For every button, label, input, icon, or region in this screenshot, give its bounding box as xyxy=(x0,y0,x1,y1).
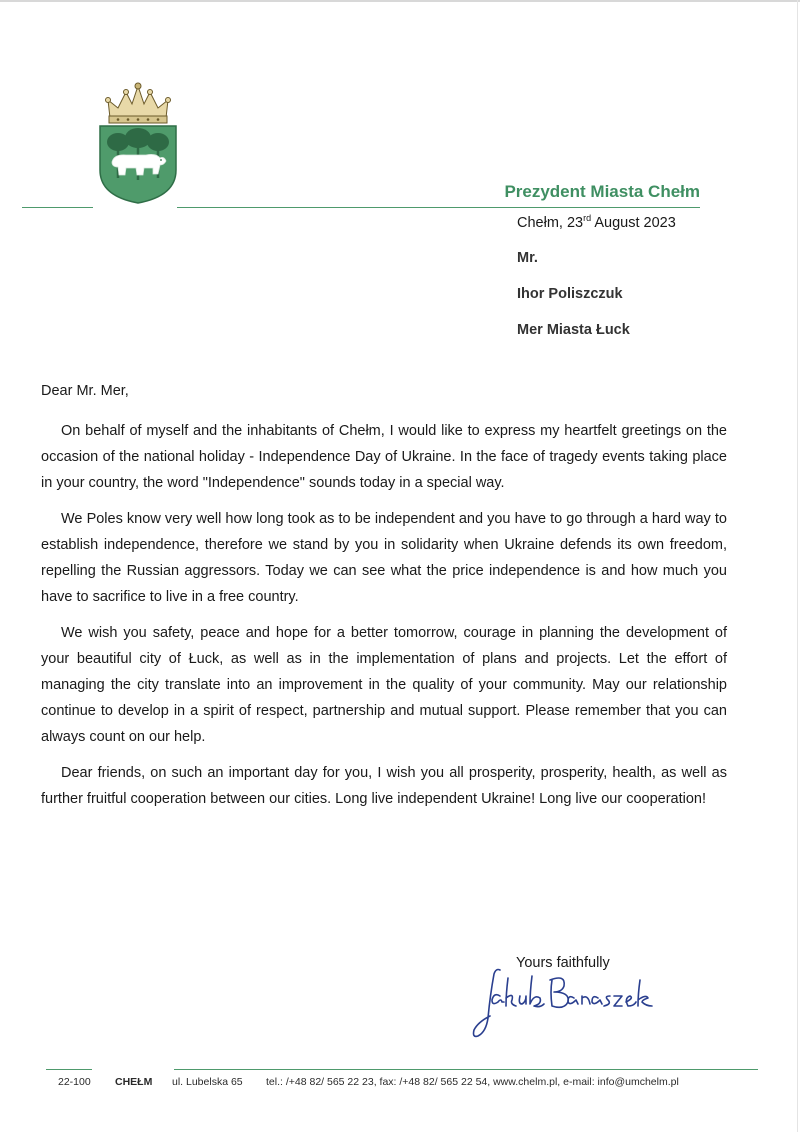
letter-body xyxy=(41,418,727,822)
footer-street: ul. Lubelska 65 xyxy=(172,1076,243,1088)
footer-postal-code: 22-100 xyxy=(58,1076,91,1088)
footer-contact: tel.: /+48 82/ 565 22 23, fax: /+48 82/ 565 22 54, www.chelm.pl, e-mail: info@umchelm.pl xyxy=(266,1076,679,1088)
body-paragraph: Dear friends, on such an important day for you, I wish you all prosperity, prosperity, health, as well as further fruitful cooperation between our cities. Long live independent Ukraine! Long live our cooperation! xyxy=(41,765,727,807)
date-prefix: Chełm, 23 xyxy=(517,214,584,231)
office-title: Prezydent Miasta Chełm xyxy=(504,182,700,201)
handwritten-signature xyxy=(470,966,655,1044)
date-ordinal-suffix: rd xyxy=(583,213,592,223)
date-rest: August 2023 xyxy=(591,214,676,231)
recipient-position: Mer Miasta Łuck xyxy=(517,322,630,338)
closing: Yours faithfully xyxy=(516,955,610,971)
body-paragraph: On behalf of myself and the inhabitants of Chełm, I would like to express my heartfelt greetings on the occasion of the national holiday - Independence Day of Ukraine. In the face of tragedy events taking place in your country, the word "Independence" sounds today in a special way. xyxy=(41,423,727,491)
letter-date xyxy=(517,213,676,231)
recipient-title: Mr. xyxy=(517,250,538,266)
header-rule-right xyxy=(177,207,700,208)
body-paragraph: We wish you safety, peace and hope for a better tomorrow, courage in planning the development of your beautiful city of Łuck, as well as in the implementation of plans and projects. Let the effort of managing the city translate into an improvement in the quality of your community. May our relationship continue to develop in a spirit of respect, partnership and mutual support. Please remember that you can always count on our help. xyxy=(41,625,727,745)
body-paragraph: We Poles know very well how long took as to be independent and you have to go through a hard way to establish independence, therefore we stand by you in solidarity when Ukraine defends its own freedom, repelling the Russian aggressors. Today we can see what the price independence is and how much you have to sacrifice to live in a free country. xyxy=(41,511,727,605)
salutation: Dear Mr. Mer, xyxy=(41,383,129,399)
footer-rule-left xyxy=(46,1069,92,1070)
footer-city: CHEŁM xyxy=(115,1076,153,1088)
header-rule-left xyxy=(22,207,93,208)
recipient-name: Ihor Poliszczuk xyxy=(517,286,623,302)
page-top-edge xyxy=(0,0,800,2)
chelm-coat-of-arms-icon xyxy=(96,82,180,204)
page-right-edge xyxy=(797,0,798,1132)
footer-rule-right xyxy=(174,1069,758,1070)
